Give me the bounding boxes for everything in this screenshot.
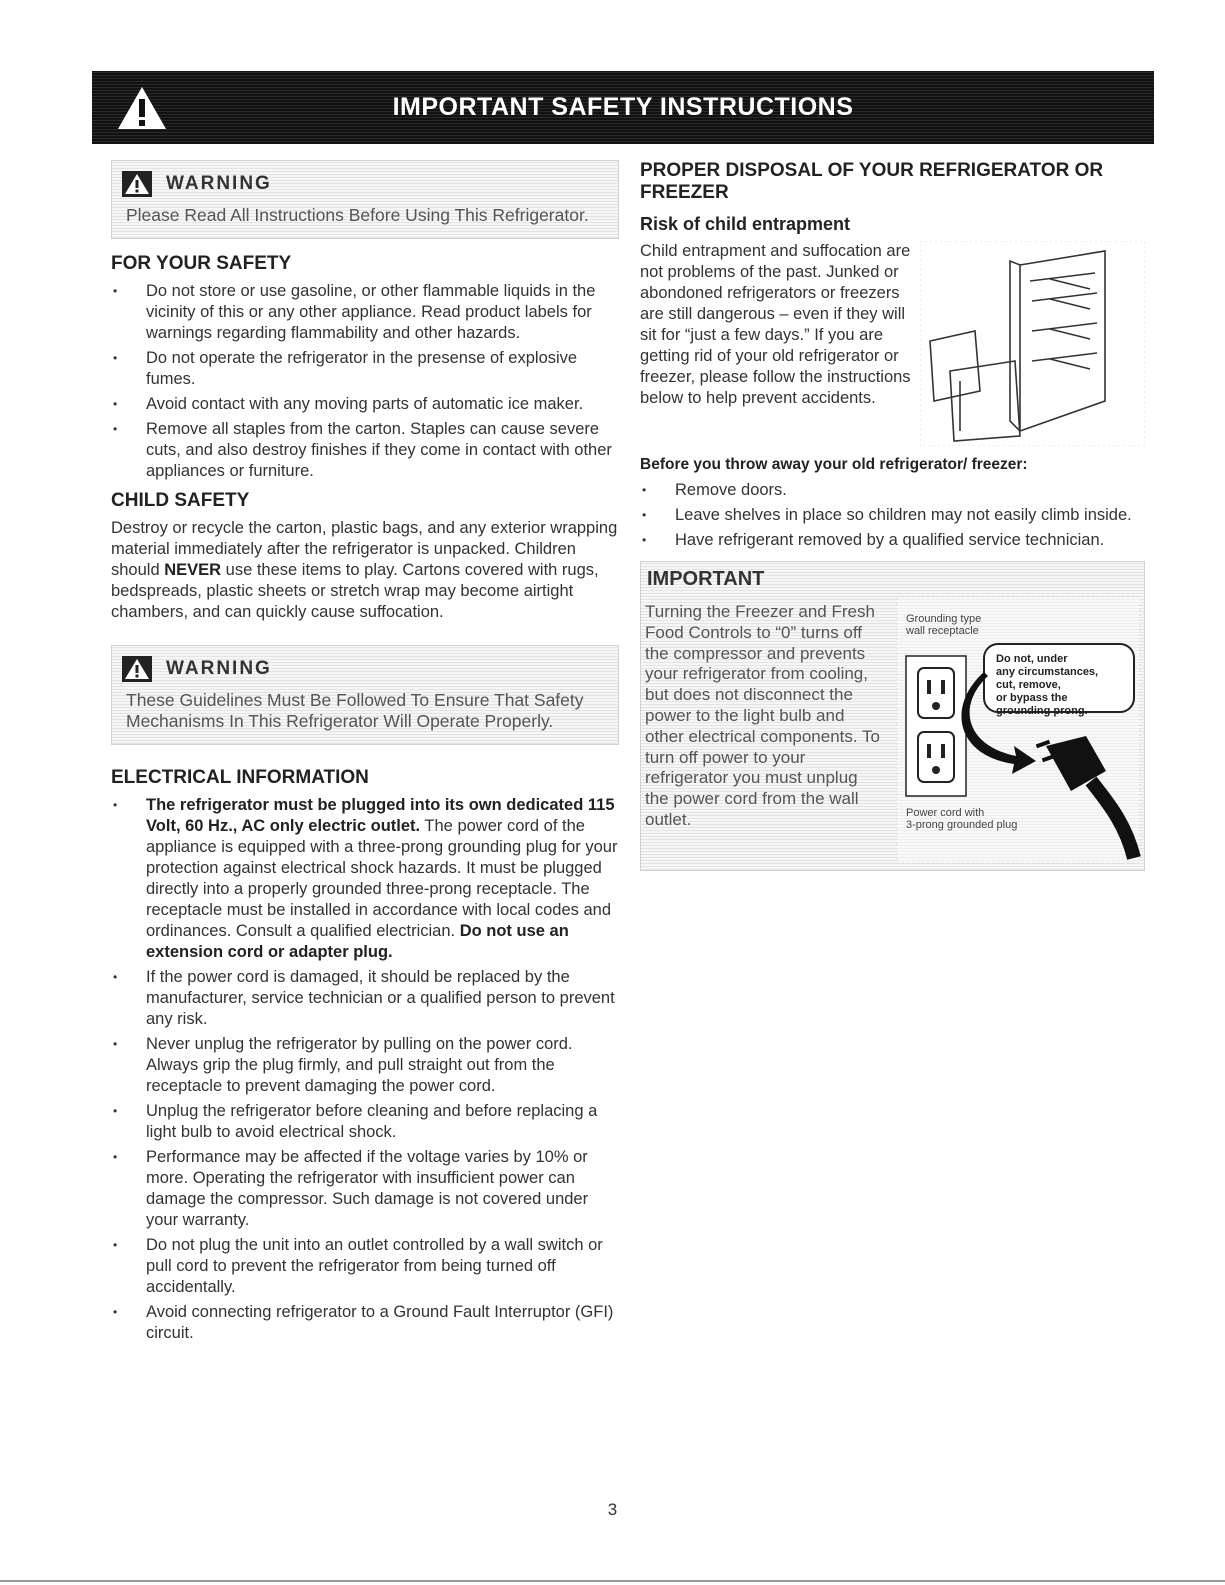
list-item: • Unplug the refrigerator before cleaning and before replacing a light bulb to avoid electrical shock. (111, 1101, 619, 1143)
page-number: 3 (607, 1500, 618, 1519)
warning-text: Please Read All Instructions Before Using This Refrigerator. (126, 205, 589, 225)
section-heading-electrical: ELECTRICAL INFORMATION (111, 767, 369, 788)
warning-box-read-instructions (111, 160, 619, 239)
label-grounding-type: Grounding type (906, 613, 982, 625)
callout-line: or bypass the (996, 692, 1068, 704)
banner-title: IMPORTANT SAFETY INSTRUCTIONS (392, 93, 854, 121)
list-item: • Do not store or use gasoline, or other flammable liquids in the vicinity of this or any other appliance. Read product labels for warnings regarding flammability and other hazards. (111, 281, 619, 344)
warning-text: These Guidelines Must Be Followed To Ensure That Safety Mechanisms In This Refrigerator Will Operate Properly. (126, 690, 584, 731)
child-safety-text-a: Destroy or recycle the carton, plastic bags, and any exterior wrapping material immediately after the refrigerator is unpacked. Children should (111, 519, 618, 579)
list-item: • Avoid contact with any moving parts of automatic ice maker. (111, 394, 619, 415)
label-power-cord: Power cord with (906, 807, 985, 819)
refrigerator-illustration (920, 241, 1145, 446)
list-item: • Performance may be affected if the voltage varies by 10% or more. Operating the refrigerator with insufficient power can damage the compressor. Such damage is not covered under your warranty. (111, 1147, 619, 1231)
list-item: • Do not operate the refrigerator in the presense of explosive fumes. (111, 348, 619, 390)
section-heading-disposal: PROPER DISPOSAL OF YOUR REFRIGERATOR OR FREEZER (640, 160, 1104, 203)
electrical-list (111, 795, 619, 1344)
warning-icon (122, 656, 152, 682)
warning-icon (122, 171, 152, 197)
wall-outlet-icon (906, 656, 966, 796)
important-title: IMPORTANT (647, 568, 765, 590)
warning-triangle-icon (116, 85, 168, 131)
electrical-item1-bold2: Do not use an extension cord or adapter plug. (146, 922, 569, 961)
warning-title: WARNING (166, 658, 272, 679)
warning-box-guidelines (111, 645, 619, 745)
list-item: • Remove all staples from the carton. Staples can cause severe cuts, and also destroy finishes if they come in contact with other appliances or furniture. (111, 419, 619, 482)
list-item: • If the power cord is damaged, it should be replaced by the manufacturer, service technician or a qualified person to prevent any risk. (111, 967, 619, 1030)
list-item (111, 795, 619, 963)
list-item: • Avoid connecting refrigerator to a Ground Fault Interruptor (GFI) circuit. (111, 1302, 619, 1344)
label-wall-receptacle: wall receptacle (906, 625, 979, 637)
list-item: • Remove doors. (640, 480, 1145, 501)
list-item: • Leave shelves in place so children may not easily climb inside. (640, 505, 1145, 526)
entrapment-text: Child entrapment and suffocation are not problems of the past. Junked or abondoned refrigerators or freezers are still dangerous – even if they will sit for “just a few days.” If you are getting rid of your old refrigerator or freezer, please follow the instructions below to help prevent accidents. (640, 242, 911, 407)
electrical-item1-bold: The refrigerator must be plugged into its own dedicated 115 Volt, 60 Hz., AC only electric outlet. (146, 796, 615, 835)
important-text: Turning the Freezer and Fresh Food Controls to “0” turns off the compressor and prevents your refrigerator from cooling, but does not disconnect the power to the light bulb and other electrical components. To turn off power to your refrigerator you must unplug the power cord from the wall outlet. (645, 602, 880, 829)
subheading-child-entrapment: Risk of child entrapment (640, 214, 851, 234)
your-safety-list (111, 281, 619, 482)
entrapment-block (640, 241, 1145, 446)
right-column (640, 160, 1145, 871)
child-safety-text (111, 518, 619, 623)
bottom-rule (0, 1580, 1225, 1582)
warning-header (112, 161, 618, 201)
important-box (640, 561, 1145, 871)
list-item: • Do not plug the unit into an outlet controlled by a wall switch or pull cord to prevent the refrigerator from being turned off accidentally. (111, 1235, 619, 1298)
callout-line: cut, remove, (996, 679, 1061, 691)
list-item: • Have refrigerant removed by a qualified service technician. (640, 530, 1145, 551)
section-heading-child-safety: CHILD SAFETY (111, 490, 250, 511)
warning-title: WARNING (166, 173, 272, 194)
never-emphasis: NEVER (164, 561, 222, 579)
callout-line: any circumstances, (996, 666, 1099, 678)
electrical-item1-text: The power cord of the appliance is equipped with a three-prong grounding plug for your protection against electrical shock hazards. It must be plugged directly into a properly grounded three-prong receptacle. The receptacle must be installed in accordance with local codes and ordinances. Consult a qualified electrician. (146, 817, 618, 940)
callout-line: Do not, under (996, 653, 1068, 665)
label-3-prong-plug: 3-prong grounded plug (906, 819, 1018, 831)
grounded-outlet-illustration (896, 596, 1141, 864)
section-heading-your-safety: FOR YOUR SAFETY (111, 253, 292, 274)
warning-header (112, 646, 618, 686)
disposal-list (640, 480, 1145, 551)
child-safety-text-b: use these items to play. Cartons covered with rugs, bedspreads, plastic sheets or stretch wrap may become airtight chambers, and can quickly cause suffocation. (111, 561, 599, 621)
left-column (111, 160, 619, 1348)
page-banner (92, 71, 1154, 144)
list-item: • Never unplug the refrigerator by pulling on the power cord. Always grip the plug firmly, and pull straight out from the receptacle to prevent damaging the power cord. (111, 1034, 619, 1097)
callout-line: grounding prong. (996, 705, 1088, 717)
before-throw-away-heading: Before you throw away your old refrigerator/ freezer: (640, 456, 1028, 473)
